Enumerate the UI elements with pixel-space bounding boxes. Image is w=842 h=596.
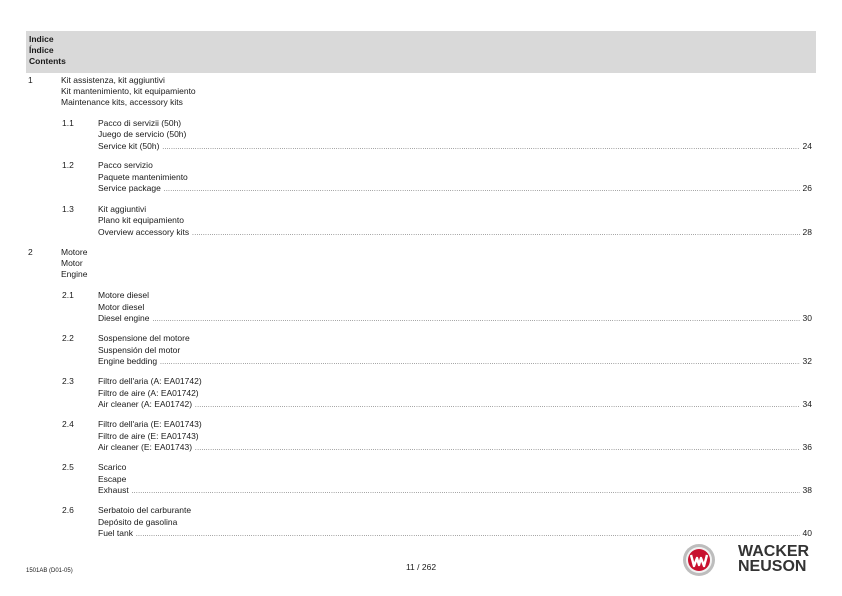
section-title-es: Kit mantenimiento, kit equipamiento [61,86,196,96]
page-number: 30 [802,313,812,323]
toc-entry-link[interactable] [98,141,812,154]
brand-line-2: NEUSON [738,558,807,575]
contents-header [26,31,816,73]
brand-wordmark [738,544,809,574]
dot-leader [136,528,800,541]
item-title-es: Suspensión del motor [98,345,181,355]
item-title-es: Filtro de aire (E: EA01743) [98,431,199,441]
item-title-en: Diesel engine [98,313,150,323]
toc-entry-link[interactable] [98,356,812,369]
toc-entry-link[interactable] [98,313,812,326]
item-number: 2.2 [62,333,74,343]
document-code: 1501AB (D01-05) [26,568,73,574]
page-indicator: 11 / 262 [405,562,437,572]
item-title-es: Depósito de gasolina [98,517,178,527]
section-number: 2 [28,247,33,257]
item-title-es: Filtro de aire (A: EA01742) [98,388,199,398]
dot-leader [195,442,800,455]
item-number: 2.6 [62,505,74,515]
item-title-en: Air cleaner (A: EA01742) [98,399,193,409]
item-title-it: Scarico [98,462,127,472]
toc-entry-link[interactable] [98,227,812,240]
toc-entry-link[interactable] [98,442,812,455]
item-title-it: Serbatoio del carburante [98,505,192,515]
item-title-en: Fuel tank [98,528,133,538]
item-title-es: Juego de servicio (50h) [98,129,187,139]
page-number: 32 [802,356,812,366]
header-title-it: Indice [29,34,54,44]
item-number: 2.5 [62,462,74,472]
item-title-es: Escape [98,474,127,484]
dot-leader [132,485,800,498]
page-number: 40 [802,528,812,538]
item-title-en: Engine bedding [98,356,158,366]
item-number: 2.4 [62,419,74,429]
toc-entry-link[interactable] [98,485,812,498]
page-number: 38 [802,485,812,495]
item-title-it: Pacco di servizii (50h) [98,118,182,128]
item-number: 1.3 [62,204,74,214]
toc-entry-link[interactable] [98,183,812,196]
item-title-en: Service kit (50h) [98,141,160,151]
item-title-it: Pacco servizio [98,160,153,170]
item-number: 1.2 [62,160,74,170]
item-title-en: Overview accessory kits [98,227,190,237]
item-number: 1.1 [62,118,74,128]
dot-leader [160,356,799,369]
item-title-es: Motor diesel [98,302,145,312]
dot-leader [153,313,800,326]
section-title-it: Kit assistenza, kit aggiuntivi [61,75,165,85]
item-number: 2.3 [62,376,74,386]
item-title-it: Motore diesel [98,290,150,300]
item-title-it: Sospensione del motore [98,333,190,343]
section-title-es: Motor [61,258,83,268]
page-number: 34 [802,399,812,409]
toc-entry-link[interactable] [98,399,812,412]
page-number: 26 [802,183,812,193]
page-number: 24 [802,141,812,151]
dot-leader [192,227,799,240]
item-title-en: Service package [98,183,161,193]
wacker-neuson-logo-icon [682,543,716,577]
section-number: 1 [28,75,33,85]
dot-leader [164,183,800,196]
page-number: 36 [802,442,812,452]
dot-leader [195,399,800,412]
item-title-it: Kit aggiuntivi [98,204,147,214]
header-title-en: Contents [29,56,66,66]
item-title-en: Exhaust [98,485,129,495]
section-title-en: Engine [61,269,88,279]
item-title-it: Filtro dell'aria (E: EA01743) [98,419,202,429]
toc-entry-link[interactable] [98,528,812,541]
dot-leader [162,141,799,154]
section-title-it: Motore [61,247,88,257]
item-number: 2.1 [62,290,74,300]
section-title-en: Maintenance kits, accessory kits [61,97,183,107]
item-title-es: Paquete mantenimiento [98,172,188,182]
item-title-es: Plano kit equipamiento [98,215,185,225]
page-number: 28 [802,227,812,237]
item-title-it: Filtro dell'aria (A: EA01742) [98,376,202,386]
brand-line-1: WACKER [738,543,810,560]
item-title-en: Air cleaner (E: EA01743) [98,442,193,452]
header-title-es: Índice [29,45,54,55]
